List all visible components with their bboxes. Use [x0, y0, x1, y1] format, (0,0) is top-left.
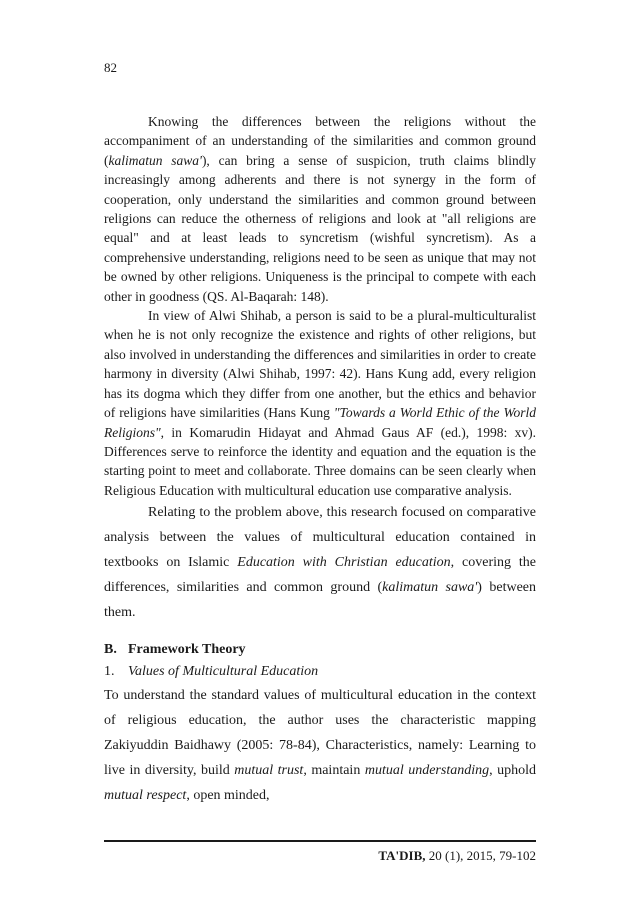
paragraph-4 [104, 683, 536, 808]
subsection-title: Values of Multicultural Education [128, 664, 319, 680]
subsection-heading [104, 661, 536, 683]
text-run: To understand the standard values of multicultural education in the context of religious education, the author uses the characteristic mapping Zakiyuddin Baidhawy (2005: 78-84), Characteristics, namely: Learning to live in diversity, build [104, 688, 536, 779]
text-run: In view of Alwi Shihab, a person is said to be a plural-multiculturalist when he is not only recognize the existence and rights of other religions, but also involved in understanding the differences and similarities in order to create harmony in diversity (Alwi Shihab, 1997: 42). Hans Kung add, every religion has its dogma which they differ from one another, but the ethics and behavior of religions have similarities (Hans Kung [104, 308, 536, 421]
text-run: Knowing the differences between the religions without the accompaniment of an understanding of the similarities and common ground ( [104, 114, 536, 168]
text-run: , in Komarudin Hidayat and Ahmad Gaus AF (ed.), 1998: xv). Differences serve to reinforce the identity and equation and the equation is the starting point to meet and collaborate. Three domains can be seen clearly when Religious Education with multicultural education use comparative analysis. [104, 424, 536, 498]
text-run: Relating to the problem above, this research focused on comparative analysis between the values of multicultural education contained in textbooks on Islamic [104, 505, 536, 571]
text-run: ), can bring a sense of suspicion, truth claims blindly increasingly among adherents and there is not synergy in the form of cooperation, only understand the similarities and common ground between religions can reduce the otherness of religions and look at "all religions are equal" and at least leads to syncretism (wishful syncretism). As a comprehensive understanding, religions need to be seen as unique that may not be owned by other religions. Uniqueness is the principal to compete with each other in goodness (QS. Al-Baqarah: 148). [104, 152, 536, 304]
page-number: 82 [104, 60, 117, 75]
italic-term: mutual trust [234, 763, 304, 779]
section-number: B. [104, 642, 117, 658]
footer-citation [378, 848, 536, 864]
text-run: , covering the differences, similarities and common ground ( [104, 555, 536, 596]
paragraph-3 [104, 500, 536, 625]
text-run: , uphold [489, 763, 536, 779]
text-run: , maintain [303, 763, 365, 779]
italic-title: "Towards a World Ethic of the World Religions" [104, 405, 536, 440]
section-heading [104, 639, 536, 661]
italic-term: mutual understanding [364, 763, 490, 779]
journal-volume: 20 (1), 2015, 79-102 [425, 848, 536, 863]
text-run: ) between them. [104, 580, 536, 621]
italic-term: mutual respect [104, 788, 187, 804]
subsection-number: 1. [104, 664, 115, 680]
footer-rule [104, 840, 536, 842]
italic-term: kalimatun sawa' [108, 152, 202, 168]
section-title: Framework Theory [128, 642, 246, 658]
text-run: , open minded, [186, 788, 270, 804]
italic-term: kalimatun sawa' [382, 580, 478, 596]
paragraph-1 [104, 112, 536, 306]
page-body [104, 112, 536, 808]
spacer [104, 625, 536, 639]
paragraph-2 [104, 306, 536, 500]
journal-name: TA'DIB, [378, 848, 426, 863]
italic-term: Education with Christian education [237, 555, 451, 571]
